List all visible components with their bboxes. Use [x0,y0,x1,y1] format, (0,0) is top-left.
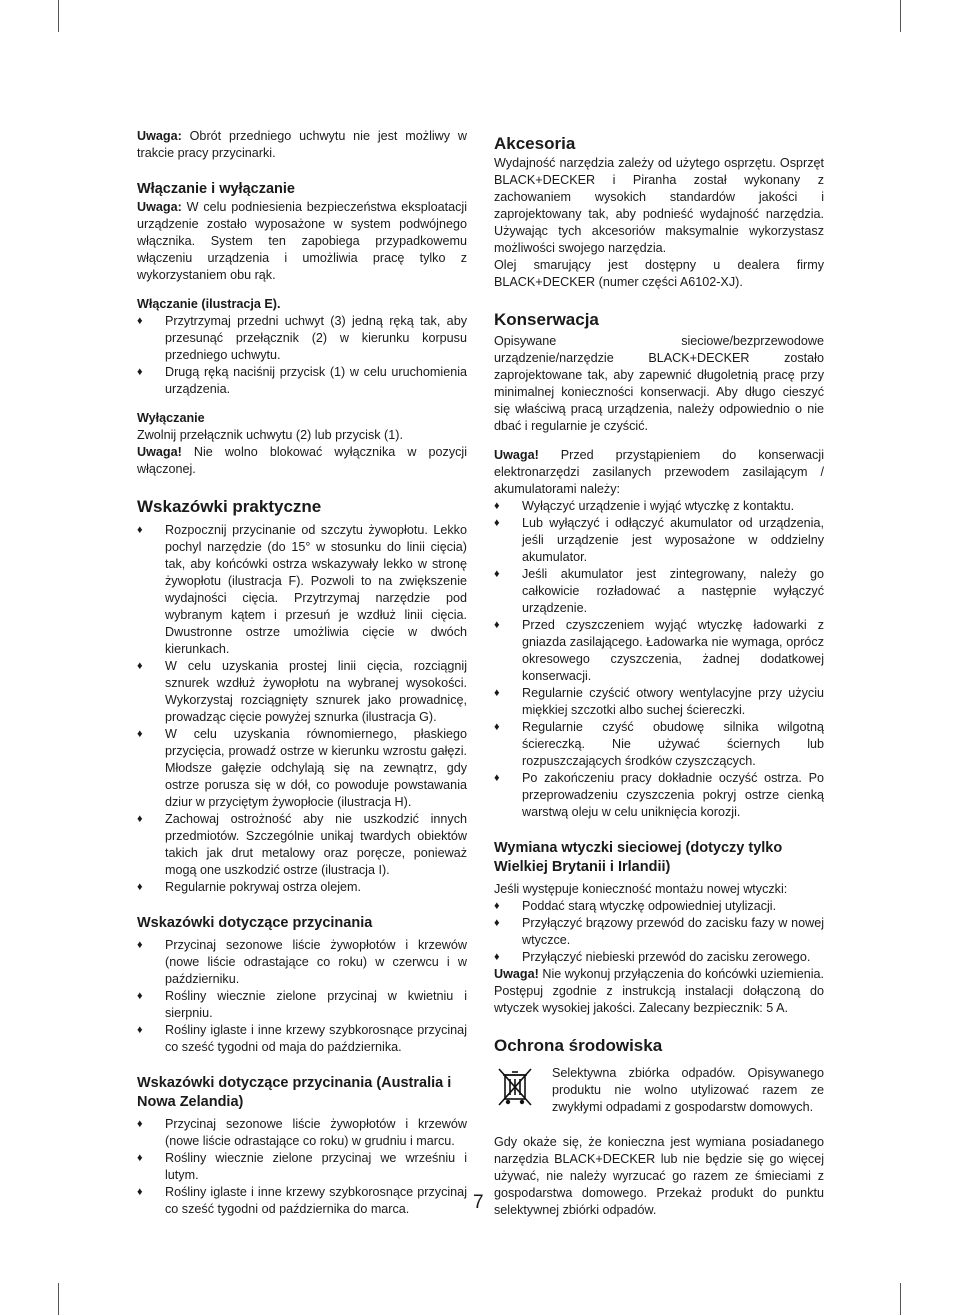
list-item: ♦ W celu uzyskania równomiernego, płaskiego przycięcia, prowadź ostrze w kierunku wzrostu gałęzi. Młodsze gałęzie odchylają się na zewnątrz, gdy ostrze porusza się w dół, co powoduje powstawania dziur w przyciętym żywopłocie (ilustracja H). [137,727,467,809]
plug-list [494,898,824,966]
bullet-icon: ♦ [137,813,143,825]
bullet-icon: ♦ [137,315,143,327]
note-text: W celu podniesienia bezpieczeństwa eksploatacji urządzenie zostało wyposażone w system podwójnego włącznika. System ten zapobiega przypadkowemu włączeniu urządzenia i umożliwia pracę tylko z wykorzystaniem obu rąk. [137,200,468,282]
list-item: ♦ Regularnie czyścić otwory wentylacyjne przy użyciu miękkiej szczotki albo suchej ściereczki. [494,686,824,717]
note-label: Uwaga! [137,445,182,459]
bullet-icon: ♦ [137,990,143,1002]
accessories-heading: Akcesoria [494,134,576,153]
list-item: ♦ Przycinaj sezonowe liście żywopłotów i krzewów (nowe liście odrastające co roku) w czerwcu i w październiku. [137,938,467,986]
list-item: ♦ Rozpocznij przycinanie od szczytu żywopłotu. Lekko pochyl narzędzie (do 15° w stosunku do linii cięcia) tak, aby końcówki ostrza wskazywały lekko w stronę żywopłotu (ilustracja F). Pozwoli to na zwiększenie wydajności cięcia. Przytrzymaj narzędzie pod wybranym kątem i przesuń je wzdłuż linii cięcia. Dwustronne ostrze umożliwia cięcie w dwóch kierunkach. [137,523,467,656]
list-item: ♦ Rośliny iglaste i inne krzewy szybkorosnące przycinaj co sześć tygodni od października do marca. [137,1185,467,1216]
note-label: Uwaga: [137,129,182,143]
list-item: ♦ Przyłączyć brązowy przewód do zacisku fazy w nowej wtyczce. [494,916,824,947]
trimming-list [137,937,467,1056]
note-text: Obrót przedniego uchwytu nie jest możliwy w trakcie pracy przycinarki. [137,129,467,160]
left-column [137,128,467,1218]
switch-off-note [137,444,467,478]
crop-mark-top-right [900,0,901,32]
note-label: Uwaga! [494,448,539,462]
list-item: ♦ Zachowaj ostrożność aby nie uszkodzić innych przedmiotów. Szczególnie unikaj twardych obiektów takich jak drut metalowy oraz poręcze, ponieważ mogą one uszkodzić ostrze (ilustracja I). [137,812,467,877]
list-item: ♦ Poddać starą wtyczkę odpowiedniej utylizacji. [494,899,777,913]
list-item: ♦ Rośliny wiecznie zielone przycinaj w kwietniu i sierpniu. [137,989,467,1020]
bullet-icon: ♦ [137,1024,143,1036]
bullet-icon: ♦ [137,524,143,536]
switch-on-list [137,313,467,398]
switch-off-heading: Wyłączanie [137,411,205,425]
list-item: ♦ Wyłączyć urządzenie i wyjąć wtyczkę z kontaktu. [494,499,795,513]
list-item: ♦ Lub wyłączyć i odłączyć akumulator od urządzenia, jeśli urządzenie jest wyposażone w oddzielny akumulator. [494,516,824,564]
accessories-oil-text: Olej smarujący jest dostępny u dealera firmy BLACK+DECKER (numer części A6102-XJ). [494,258,824,289]
environment-disposal-text: Gdy okaże się, że konieczna jest wymiana posiadanego narzędzia BLACK+DECKER lub nie będzie się go więcej używać, nie należy wyrzucać go razem ze śmieciami z gospodarstwa domowego. Przekaż produkt do punktu selektywnej zbiórki odpadów. [494,1135,824,1217]
tips-heading: Wskazówki praktyczne [137,497,322,516]
environment-text: Selektywna zbiórka odpadów. Opisywanego produktu nie wolno utylizować razem ze zwykłymi odpadami z gospodarstw domowych. [552,1066,824,1114]
accessories-text: Wydajność narzędzia zależy od użytego osprzętu. Osprzęt BLACK+DECKER i Piranha został wykonany z zachowaniem wysokich standardów jakości i zaprojektowany tak, aby podnieść wydajność narzędzia. Używając tych akcesoriów maksymalnie wykorzystasz możliwości swojego narzędzia. [494,156,824,255]
bullet-icon: ♦ [494,900,500,912]
trimming-au-nz-heading: Wskazówki dotyczące przycinania (Australia i Nowa Zelandia) [137,1075,452,1110]
note-label: Uwaga: [137,200,182,214]
list-item: ♦ Regularnie czyść obudowę silnika wilgotną ściereczką. Nie używać ściernych lub rozpuszczających środków czyszczących. [494,720,824,768]
bullet-icon: ♦ [494,772,500,784]
switch-off-text: Zwolnij przełącznik uchwytu (2) lub przycisk (1). [137,428,403,442]
switch-on-heading: Włączanie (ilustracja E). [137,297,281,311]
plug-intro: Jeśli występuje konieczność montażu nowej wtyczki: [494,882,788,896]
tips-list [137,522,467,896]
list-item: ♦ Przytrzymaj przedni uchwyt (3) jedną ręką tak, aby przesunąć przełącznik (2) w kierunku korpusu przedniego uchwytu. [137,314,467,362]
bullet-icon: ♦ [494,500,500,512]
bullet-icon: ♦ [494,721,500,733]
maintenance-text: Opisywane sieciowe/bezprzewodowe urządzenie/narzędzie BLACK+DECKER zostało zaprojektowane tak, aby zapewnić długoletnią pracę przy minimalnej konieczności konserwacji. Aby długo cieszyć się właściwą pracą urządzenia, należy odpowiednio o nie dbać i regularnie je czyścić. [494,334,824,433]
bullet-icon: ♦ [137,366,143,378]
bullet-icon: ♦ [494,568,500,580]
list-item: ♦ Przyłączyć niebieski przewód do zacisku zerowego. [494,950,811,964]
page-number: 7 [473,1192,484,1213]
crop-mark-top-left [58,0,59,32]
note-text: Nie wolno blokować wyłącznika w pozycji włączonej. [137,445,468,476]
plug-note [494,966,824,1017]
trimming-au-nz-list [137,1116,467,1218]
list-item: ♦ Rośliny wiecznie zielone przycinaj we wrześniu i lutym. [137,1151,467,1182]
list-item: ♦ W celu uzyskania prostej linii cięcia, rozciągnij sznurek wzdłuż żywopłotu na wybranej wysokości. Wykorzystaj rozciągnięty sznurek jako prowadnicę, prowadząc cięcie powyżej sznurka (ilustracja G). [137,659,467,724]
list-item: ♦ Po zakończeniu pracy dokładnie oczyść ostrza. Po przeprowadzeniu czyszczenia pokryj ostrze cienką warstwą oleju w celu uniknięcia korozji. [494,771,824,819]
trimming-heading: Wskazówki dotyczące przycinania [137,915,373,931]
maintenance-note [494,447,824,498]
list-item: ♦ Jeśli akumulator jest zintegrowany, należy go całkowicie rozładować a następnie wyłączyć urządzenie. [494,567,824,615]
list-item: ♦ Rośliny iglaste i inne krzewy szybkorosnące przycinaj co sześć tygodni od maja do października. [137,1023,467,1054]
switch-heading: Włączanie i wyłączanie [137,181,295,197]
bullet-icon: ♦ [137,881,143,893]
bullet-icon: ♦ [137,1186,143,1198]
crossed-out-wheelie-bin-icon [494,1065,536,1109]
list-item: ♦ Drugą ręką naciśnij przycisk (1) w celu uruchomienia urządzenia. [137,365,467,396]
list-item: ♦ Przycinaj sezonowe liście żywopłotów i krzewów (nowe liście odrastające co roku) w grudniu i marcu. [137,1117,467,1148]
environment-heading: Ochrona środowiska [494,1036,663,1055]
bullet-icon: ♦ [137,660,143,672]
bullet-icon: ♦ [494,687,500,699]
note-text: Nie wykonuj przyłączenia do końcówki uziemienia. Postępuj zgodnie z instrukcją instalacji dołączoną do wtyczek wysokiej jakości. Zalecany bezpiecznik: 5 A. [494,967,824,1015]
right-column [494,133,824,1219]
crop-mark-bottom-right [900,1283,901,1315]
bullet-icon: ♦ [494,619,500,631]
environment-block [494,1065,824,1116]
switch-note [137,199,467,284]
crop-mark-bottom-left [58,1283,59,1315]
list-item: ♦ Regularnie pokrywaj ostrza olejem. [137,880,361,894]
note-text: Przed przystąpieniem do konserwacji elektronarzędzi zasilanych przewodem zasilającym / akumulatorami należy: [494,448,824,496]
list-item: ♦ Przed czyszczeniem wyjąć wtyczkę ładowarki z gniazda zasilającego. Ładowarka nie wymaga, oprócz okresowego czyszczenia, żadnej dodatkowej konserwacji. [494,618,824,683]
bullet-icon: ♦ [494,517,500,529]
bullet-icon: ♦ [494,917,500,929]
bullet-icon: ♦ [137,728,143,740]
maintenance-heading: Konserwacja [494,310,599,329]
bullet-icon: ♦ [494,951,500,963]
maintenance-list [494,498,824,821]
plug-replacement-heading: Wymiana wtyczki sieciowej (dotyczy tylko Wielkiej Brytanii i Irlandii) [494,840,783,875]
note-label: Uwaga! [494,967,539,981]
bullet-icon: ♦ [137,1118,143,1130]
bullet-icon: ♦ [137,939,143,951]
rotation-note [137,128,467,162]
bullet-icon: ♦ [137,1152,143,1164]
